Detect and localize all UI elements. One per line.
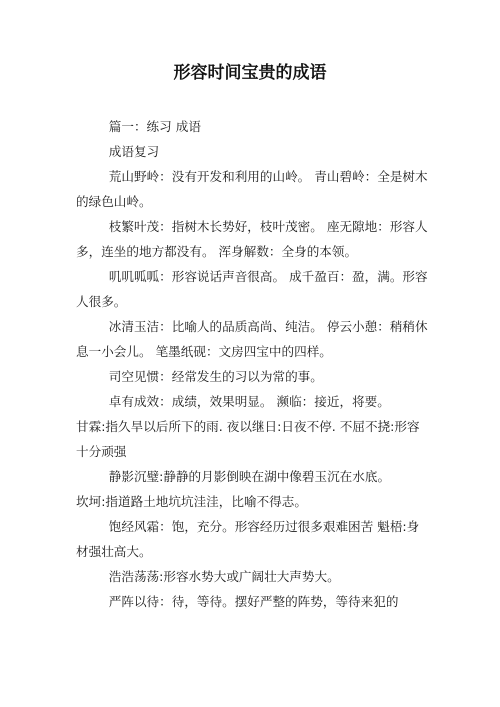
document-body <box>76 114 428 614</box>
paragraph: 荒山野岭：没有开发和利用的山岭。 青山碧岭：全是树木的绿色山岭。 <box>76 169 428 209</box>
paragraph-heading: 篇一：练习 成语 <box>108 119 201 134</box>
paragraph: 严阵以待：待，等待。摆好严整的阵势，等待来犯的 <box>108 594 399 609</box>
paragraph: 司空见惯：经常发生的习以为常的事。 <box>108 369 323 384</box>
page-title: 形容时间宝贵的成语 <box>173 63 327 83</box>
paragraph: 枝繁叶茂：指树木长势好，枝叶茂密。 座无隙地：形容人多，连坐的地方都没有。 浑身解数：全身的本领。 <box>76 219 428 259</box>
paragraph: 叽叽呱呱：形容说话声音很高。 成千盈百：盈，满。形容人很多。 <box>76 269 428 309</box>
paragraph: 浩浩荡荡:形容水势大或广阔壮大声势大。 <box>108 569 340 584</box>
paragraph: 饱经风霜：饱，充分。形容经历过很多艰难困苦 魁梧:身材强壮高大。 <box>76 519 420 559</box>
paragraph: 冰清玉洁：比喻人的品质高尚、纯洁。 停云小憩：稍稍休息一小会儿。 笔墨纸砚：文房四宝中的四样。 <box>76 319 428 359</box>
paragraph: 坎坷:指道路土地坑坑洼洼，比喻不得志。 <box>76 494 307 509</box>
paragraph: 静影沉璧:静静的月影倒映在湖中像碧玉沉在水底。 <box>108 469 391 484</box>
paragraph-subheading: 成语复习 <box>108 144 160 159</box>
paragraph: 甘霖:指久旱以后所下的雨. 夜以继日:日夜不停. 不屈不挠:形容十分顽强 <box>76 419 420 459</box>
paragraph: 卓有成效：成绩，效果明显。 濒临：接近，将要。 <box>108 394 390 409</box>
